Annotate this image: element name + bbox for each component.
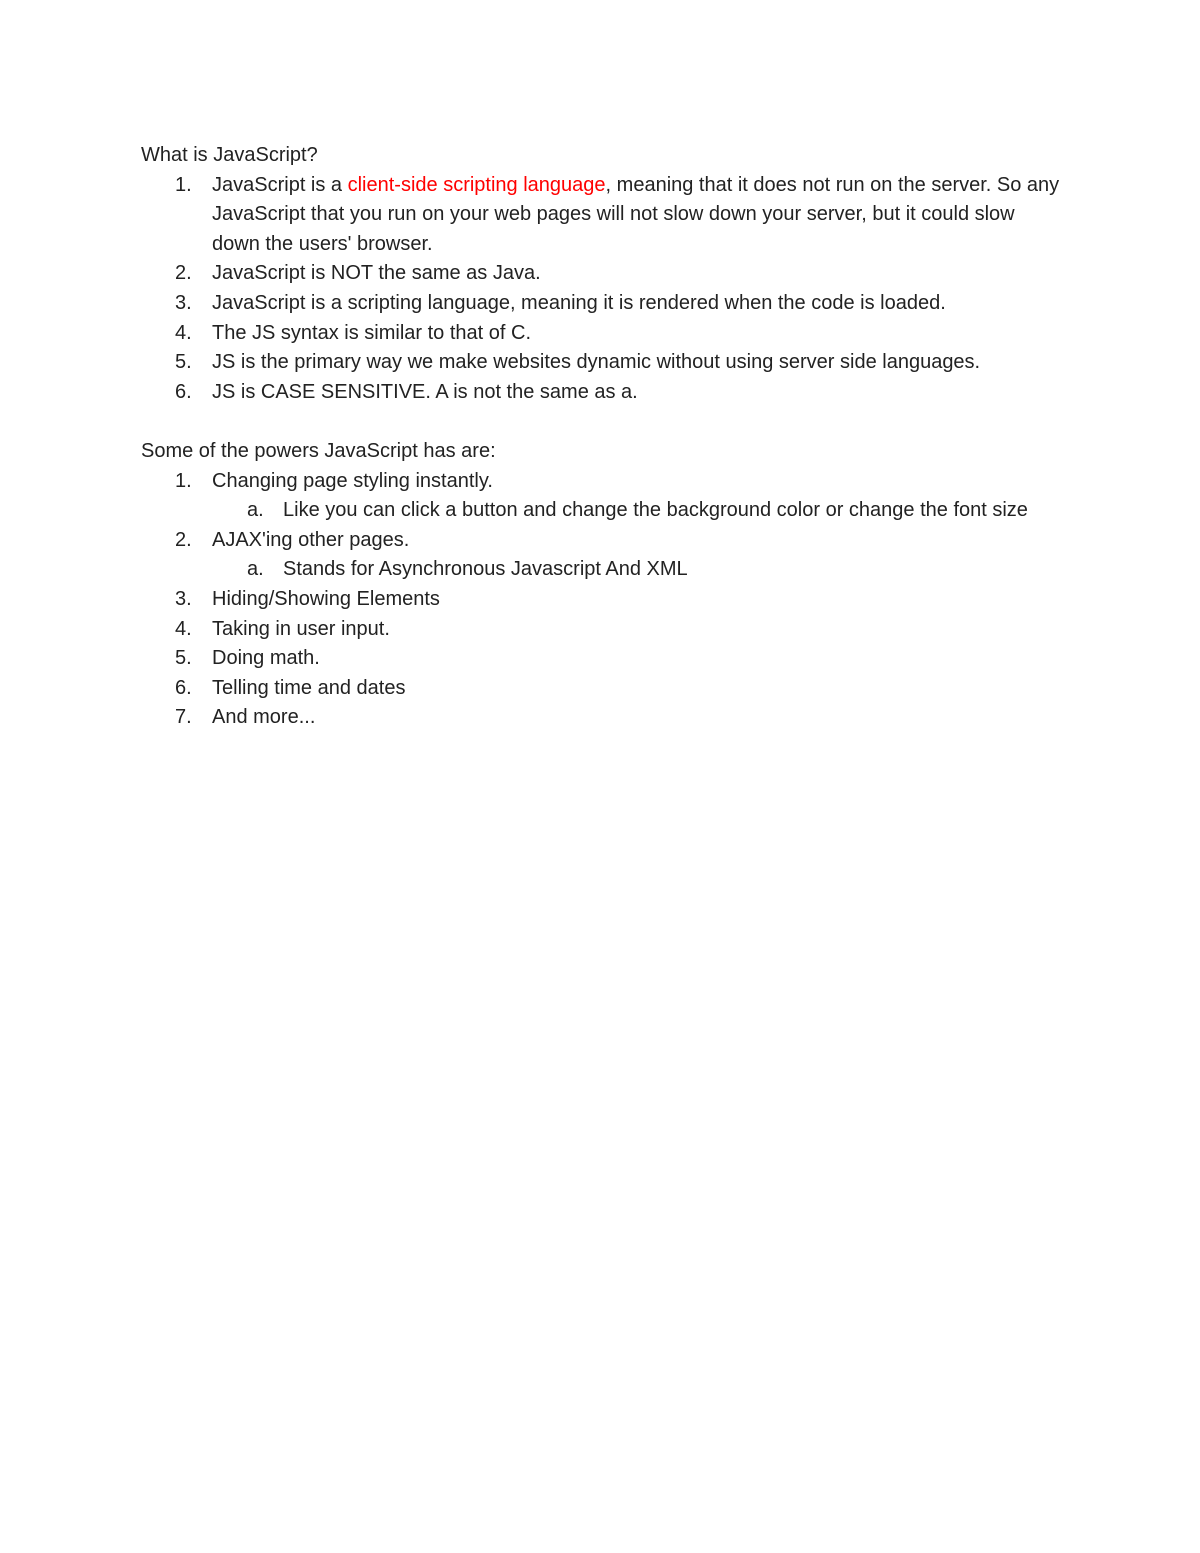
section-spacer bbox=[141, 407, 1061, 437]
powers-list bbox=[141, 467, 1061, 733]
list-item-text: AJAX'ing other pages. bbox=[212, 528, 410, 551]
section-heading-powers: Some of the powers JavaScript has are: bbox=[141, 439, 496, 462]
list-item bbox=[141, 378, 1061, 408]
list-item-text: Taking in user input. bbox=[212, 617, 390, 640]
list-item bbox=[141, 319, 1061, 349]
what-is-javascript-list bbox=[141, 171, 1061, 408]
list-item-text: JavaScript is a scripting language, meaning it is rendered when the code is loaded. bbox=[212, 291, 946, 314]
list-marker: 4. bbox=[175, 321, 192, 344]
sub-list-item bbox=[212, 555, 1061, 585]
list-item bbox=[141, 674, 1061, 704]
list-item bbox=[141, 467, 1061, 526]
list-marker: 1. bbox=[175, 173, 192, 196]
list-item-text: Hiding/Showing Elements bbox=[212, 587, 440, 610]
list-item bbox=[141, 526, 1061, 585]
list-marker: 3. bbox=[175, 291, 192, 314]
sub-list-item-text: Stands for Asynchronous Javascript And XML bbox=[283, 558, 688, 581]
list-item-text-start: JavaScript is a bbox=[212, 173, 348, 196]
list-item-text: JavaScript is NOT the same as Java. bbox=[212, 262, 541, 285]
list-marker: 2. bbox=[175, 528, 192, 551]
list-item-text: JS is CASE SENSITIVE. A is not the same as a. bbox=[212, 380, 638, 403]
highlighted-term: client-side scripting language bbox=[347, 173, 606, 196]
list-item bbox=[141, 644, 1061, 674]
list-item-text-end: , meaning that it does not run on the server. So any JavaScript that you run on your web pages will not slow down your server, but it could slow down the users' browser. bbox=[212, 173, 1060, 255]
list-marker: 6. bbox=[175, 380, 192, 403]
list-item bbox=[141, 348, 1061, 378]
list-item bbox=[141, 615, 1061, 645]
list-marker: 1. bbox=[175, 469, 192, 492]
list-item-text: Doing math. bbox=[212, 647, 320, 670]
list-item-text: Changing page styling instantly. bbox=[212, 469, 493, 492]
sub-list-marker: a. bbox=[247, 499, 264, 522]
list-item-text: And more... bbox=[212, 706, 316, 729]
list-item bbox=[141, 171, 1061, 260]
document-content bbox=[141, 141, 1061, 733]
sub-list bbox=[212, 555, 1061, 585]
list-item-text: Telling time and dates bbox=[212, 676, 406, 699]
sub-list bbox=[212, 496, 1061, 526]
list-marker: 6. bbox=[175, 676, 192, 699]
list-item bbox=[141, 585, 1061, 615]
sub-list-marker: a. bbox=[247, 558, 264, 581]
list-marker: 5. bbox=[175, 647, 192, 670]
list-item bbox=[141, 703, 1061, 733]
list-marker: 4. bbox=[175, 617, 192, 640]
sub-list-item bbox=[212, 496, 1061, 526]
sub-list-item-text: Like you can click a button and change the background color or change the font size bbox=[283, 499, 1028, 522]
list-marker: 3. bbox=[175, 587, 192, 610]
section-heading-what-is-javascript: What is JavaScript? bbox=[141, 144, 318, 166]
list-item bbox=[141, 289, 1061, 319]
list-item-text: JS is the primary way we make websites dynamic without using server side languages. bbox=[212, 351, 981, 374]
list-marker: 7. bbox=[175, 706, 192, 729]
list-item-text: The JS syntax is similar to that of C. bbox=[212, 321, 531, 344]
list-marker: 2. bbox=[175, 262, 192, 285]
list-item bbox=[141, 259, 1061, 289]
list-marker: 5. bbox=[175, 351, 192, 374]
